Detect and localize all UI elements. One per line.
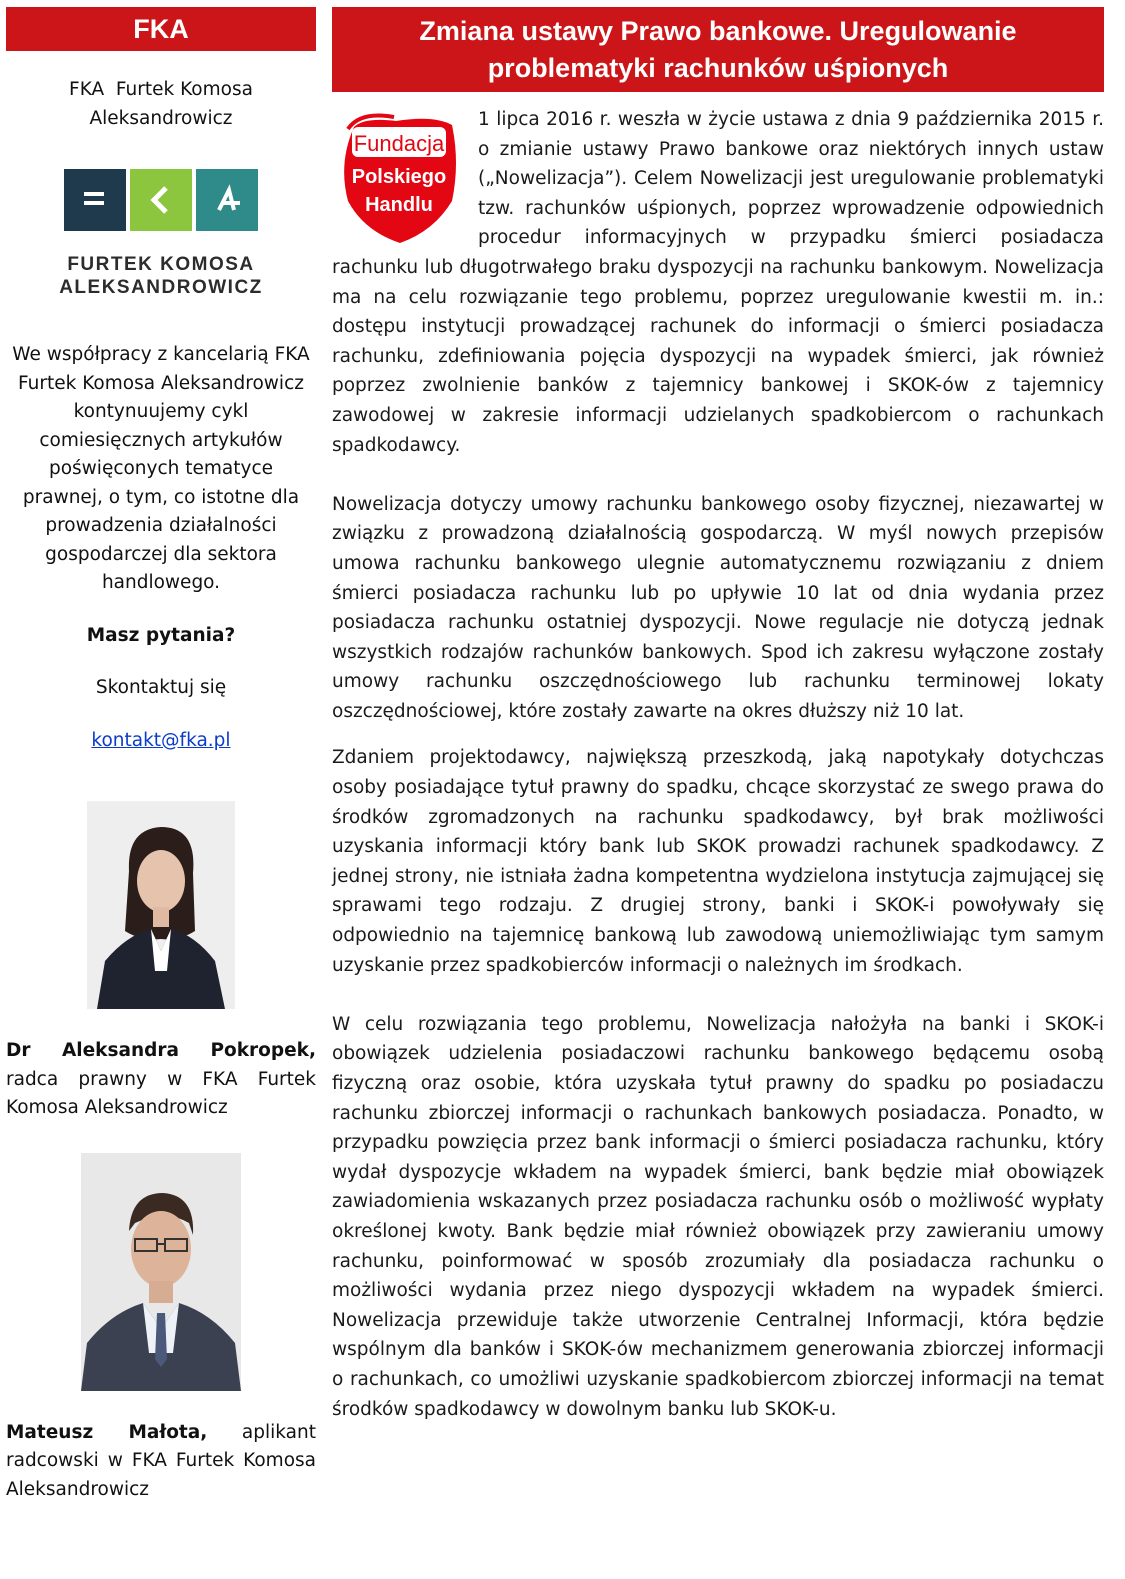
- caption-aleksandra: [6, 1037, 316, 1123]
- fundacja-logo-line3: Handlu: [365, 194, 433, 216]
- article-paragraph-2: Nowelizacja dotyczy umowy rachunku bankowego osoby fizycznej, niezawartej w związku z prowadzoną działalnością gospodarczą. W myśl nowych przepisów umowa rachunku bankowego ulegnie automatycznemu rozwiązaniu z dniem śmierci posiadacza rachunku lub po upływie 10 lat od dnia wydania przez posiadacza rachunku ostatniej dyspozycji. Nowe regulacje nie dotyczą jednak wszystkich rodzajów rachunków bankowych. Spod ich zakresu wyłączone zostały umowy rachunku oszczędnościowego lub rachunku terminowej lokaty oszczędnościowej, które zostały zawarte na okres dłuższy niż 10 lat.: [332, 493, 1104, 722]
- main-article: [332, 7, 1104, 1424]
- caption-mateusz-role: aplikant radcowski w FKA Furtek Komosa Aleksandrowicz: [6, 1421, 316, 1500]
- article-title-line1: Zmiana ustawy Prawo bankowe. Uregulowanie: [419, 16, 1017, 46]
- firm-name-line1: FKA Furtek Komosa: [69, 79, 253, 100]
- article-paragraph-4: W celu rozwiązania tego problemu, Nowelizacja nałożyła na banki i SKOK-i obowiązek udzielenia posiadaczowi rachunku bankowego będącemu osobą fizyczną oraz osobie, która uzyskała tytuł prawny do spadku po posiadaczu rachunku zbiorczej informacji o rachunkach bankowych posiadacza. Ponadto, w przypadku powzięcia przez bank informacji o śmierci posiadacza rachunku, który wydał dyspozycje wkładem na wypadek śmierci, bank będzie miał obowiązek zawiadomienia wskazanych przez posiadacza rachunku osób o możliwość wypłaty określonej kwoty. Bank będzie miał również obowiązek przy zawieraniu umowy rachunku, poinformować w sposób zrozumiały dla posiadacza rachunku o możliwości wydania przez niego dyspozycji wkładem na wypadek śmierci. Nowelizacja przewiduje także utworzenie Centralnej Informacji, która będzie wspólnym dla banków i SKOK-ów mechanizmem generowania zbiorczej informacji o rachunkach, co umożliwi uzyskanie spadkobiercom zbiorczej informacji na temat środków spadkodawcy w dowolnym banku lub SKOK-u.: [332, 1013, 1104, 1420]
- logo-tile-equals-icon: [64, 169, 126, 231]
- article-title-line2: problematyki rachunków uśpionych: [487, 53, 949, 83]
- sidebar-intro: We współpracy z kancelarią FKA Furtek Komosa Aleksandrowicz kontynuujemy cykl comiesięcznych artykułów poświęconych tematyce prawnej, o tym, co istotne dla prowadzenia działalności gospodarczej dla sektora handlowego.: [12, 344, 310, 593]
- firm-name: [6, 75, 316, 133]
- logo-wordmark: [53, 253, 269, 299]
- email-container: [6, 727, 316, 756]
- sidebar: [6, 7, 316, 1504]
- sidebar-banner: FKA: [6, 7, 316, 51]
- fundacja-logo-line2: Polskiego: [351, 166, 447, 188]
- questions-heading: Masz pytania?: [86, 624, 236, 646]
- fundacja-logo-line1: Fundacja: [353, 131, 445, 156]
- portrait-mateusz-photo: [81, 1153, 241, 1391]
- article-paragraph-3: Zdaniem projektodawcy, największą przeszkodą, jaką napotykały dotychczas osoby posiadające tytuł prawny do spadku, chcące skorzystać ze swego prawa do środków zgromadzonych na rachunku spadkodawcy, był brak możliwości uzyskania informacji który bank lub SKOK prowadzi rachunek spadkodawcy. Z jednej strony, nie istniała żadna kompetentna wydzielona instytucja zajmującej się sprawami tego rodzaju. Z drugiej strony, banki i SKOK-i powoływały się odpowiednio na tajemnicę bankową lub zawodową uniemożliwiając tym samym uzyskanie przez spadkobierców informacji o należnych im środkach.: [332, 747, 1104, 976]
- logo-wordmark-line2: ALEKSANDROWICZ: [59, 277, 263, 298]
- caption-aleksandra-role: radca prawny w FKA Furtek Komosa Aleksandrowicz: [6, 1068, 316, 1118]
- article-title: [332, 7, 1104, 92]
- logo-wordmark-line1: FURTEK KOMOSA: [67, 254, 255, 275]
- portrait-aleksandra-photo: [87, 801, 235, 1009]
- fka-logo: [53, 169, 269, 309]
- firm-name-line2: Aleksandrowicz: [89, 108, 233, 129]
- caption-mateusz-name: Mateusz Małota,: [6, 1421, 208, 1443]
- logo-tile-chevron-icon: [130, 169, 192, 231]
- caption-aleksandra-name: Dr Aleksandra Pokropek,: [6, 1040, 316, 1061]
- caption-mateusz: [6, 1419, 316, 1505]
- article-body: [332, 105, 1104, 1424]
- fundacja-polskiego-handlu-logo: [334, 113, 464, 245]
- article-paragraph-1: 1 lipca 2016 r. weszła w życie ustawa z dnia 9 października 2015 r. o zmianie ustawy Prawo bankowe oraz niektórych innych ustaw („Nowelizacja”). Celem Nowelizacji jest uregulowanie problematyki tzw. rachunków uśpionych, poprzez wprowadzenie odpowiednich procedur informacyjnych w przypadku śmierci posiadacza rachunku lub długotrwałego braku dyspozycji na rachunku bankowym. Nowelizacja ma na celu rozwiązanie tego problemu, poprzez uregulowanie kwestii m. in.: dostępu instytucji prowadzącej rachunek do informacji o śmierci posiadacza rachunku, zdefiniowania pojęcia dyspozycji na wypadek śmierci, jak również poprzez zwolnienie banków z tajemnicy bankowej i SKOK-ów z tajemnicy zawodowej w zakresie informacji udzielanych spadkobiercom o rachunkach spadkodawcy.: [332, 109, 1104, 456]
- logo-tile-a-icon: [196, 169, 258, 231]
- email-link[interactable]: kontakt@fka.pl: [91, 729, 231, 751]
- contact-text: Skontaktuj się: [95, 677, 227, 698]
